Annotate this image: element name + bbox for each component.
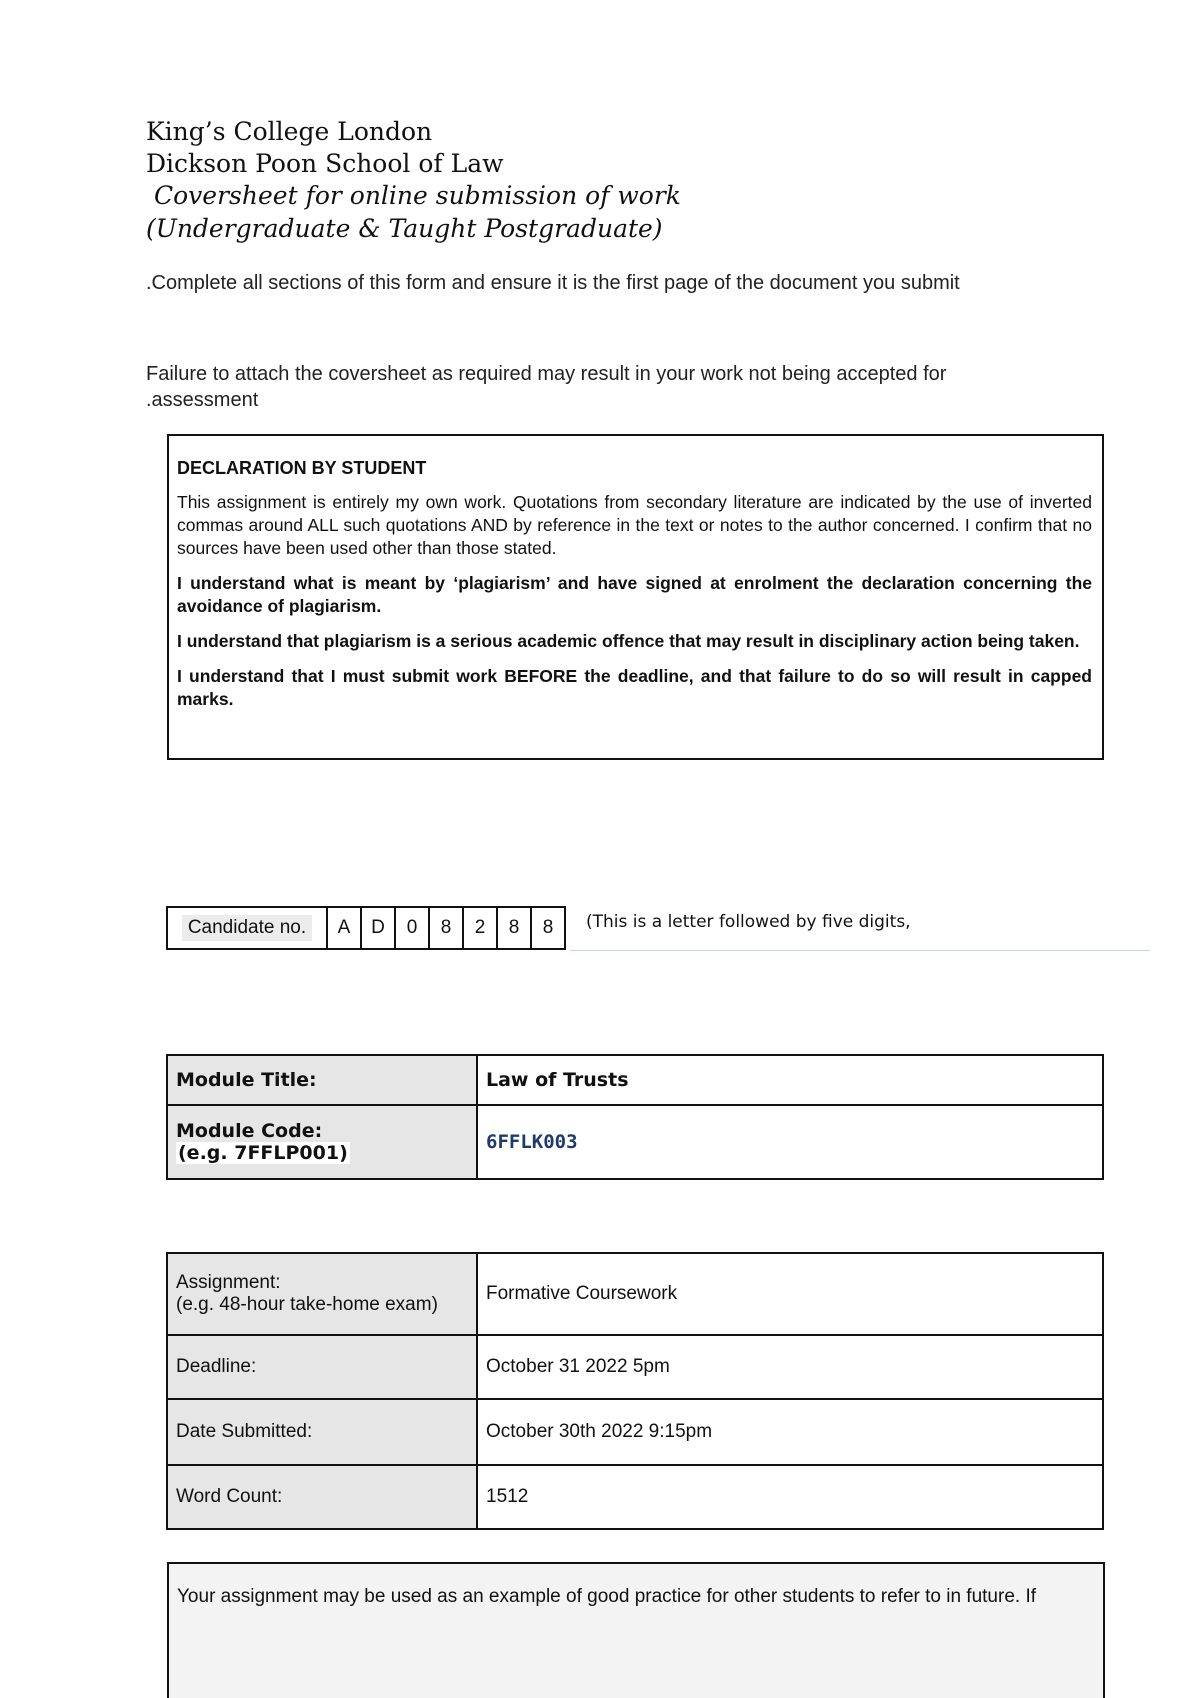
candidate-number-row: [166, 906, 566, 950]
good-practice-text: Your assignment may be used as an example of good practice for other students to refer to in future. If: [177, 1586, 1037, 1607]
declaration-plagiarism-meaning: I understand what is meant by ‘plagiarism’ and have signed at enrolment the declaration concerning the avoidance of plagiarism.: [177, 573, 1092, 616]
module-title-value[interactable]: Law of Trusts: [477, 1055, 1103, 1105]
failure-warning-line1: Failure to attach the coversheet as required may result in your work not being accepted for: [146, 363, 947, 385]
word-count-value[interactable]: 1512: [477, 1465, 1103, 1529]
module-code-example: (e.g. 7FFLP001): [178, 1142, 348, 1164]
assignment-example: (e.g. 48-hour take-home exam): [176, 1294, 438, 1315]
module-table: [166, 1054, 1104, 1180]
module-code-label: Module Code:: [176, 1120, 323, 1142]
table-row: [167, 1253, 1103, 1335]
word-count-label: Word Count:: [167, 1465, 477, 1529]
module-title-label: Module Title:: [167, 1055, 477, 1105]
table-row: [167, 1335, 1103, 1399]
declaration-title: DECLARATION BY STUDENT: [177, 458, 427, 478]
assignment-value[interactable]: Formative Coursework: [477, 1253, 1103, 1335]
form-title: Coversheet for online submission of work: [154, 181, 681, 210]
declaration-box: [167, 434, 1104, 760]
candidate-char-cell[interactable]: 8: [542, 917, 554, 938]
candidate-note-rule: [570, 950, 1150, 951]
deadline-value[interactable]: October 31 2022 5pm: [477, 1335, 1103, 1399]
declaration-plagiarism-offence: I understand that plagiarism is a serious academic offence that may result in disciplinary action being taken.: [177, 631, 1080, 651]
assignment-label-cell: [167, 1253, 477, 1335]
declaration-deadline: I understand that I must submit work BEFORE the deadline, and that failure to do so will result in capped marks.: [177, 666, 1092, 709]
candidate-label-cell: [168, 908, 328, 948]
form-subtitle: (Undergraduate & Taught Postgraduate): [146, 214, 663, 243]
failure-warning-line2: .assessment: [146, 389, 259, 411]
declaration-own-work: This assignment is entirely my own work. Quotations from secondary literature are indicated by the use of inverted commas around ALL such quotations AND by reference in the text or notes to the author concerned. I confirm that no sources have been used other than those stated.: [177, 492, 1092, 558]
deadline-label: Deadline:: [167, 1335, 477, 1399]
table-row: [167, 1465, 1103, 1529]
module-code-label-cell: [167, 1105, 477, 1179]
school-name: Dickson Poon School of Law: [146, 149, 504, 178]
candidate-char-cell[interactable]: D: [362, 908, 396, 948]
candidate-char-cell[interactable]: 0: [396, 908, 430, 948]
module-code-example-wrap: [176, 1142, 468, 1164]
assignment-label: Assignment:: [176, 1272, 281, 1293]
table-row: [167, 1399, 1103, 1465]
candidate-label: Candidate no.: [182, 915, 312, 941]
candidate-char-cell[interactable]: 8: [498, 908, 532, 948]
complete-instruction: .Complete all sections of this form and ensure it is the first page of the document you submit: [146, 272, 960, 294]
assignment-table: [166, 1252, 1104, 1530]
candidate-number-note: (This is a letter followed by five digits,: [586, 912, 911, 932]
good-practice-box: [167, 1562, 1105, 1698]
module-code-value[interactable]: 6FFLK003: [477, 1105, 1103, 1179]
table-row: [167, 1105, 1103, 1179]
table-row: [167, 1055, 1103, 1105]
candidate-char-cell[interactable]: 2: [464, 908, 498, 948]
institution-name: King’s College London: [146, 117, 433, 146]
date-submitted-label: Date Submitted:: [167, 1399, 477, 1465]
candidate-char-cell[interactable]: 8: [430, 908, 464, 948]
date-submitted-value[interactable]: October 30th 2022 9:15pm: [477, 1399, 1103, 1465]
candidate-char-cell[interactable]: A: [328, 908, 362, 948]
